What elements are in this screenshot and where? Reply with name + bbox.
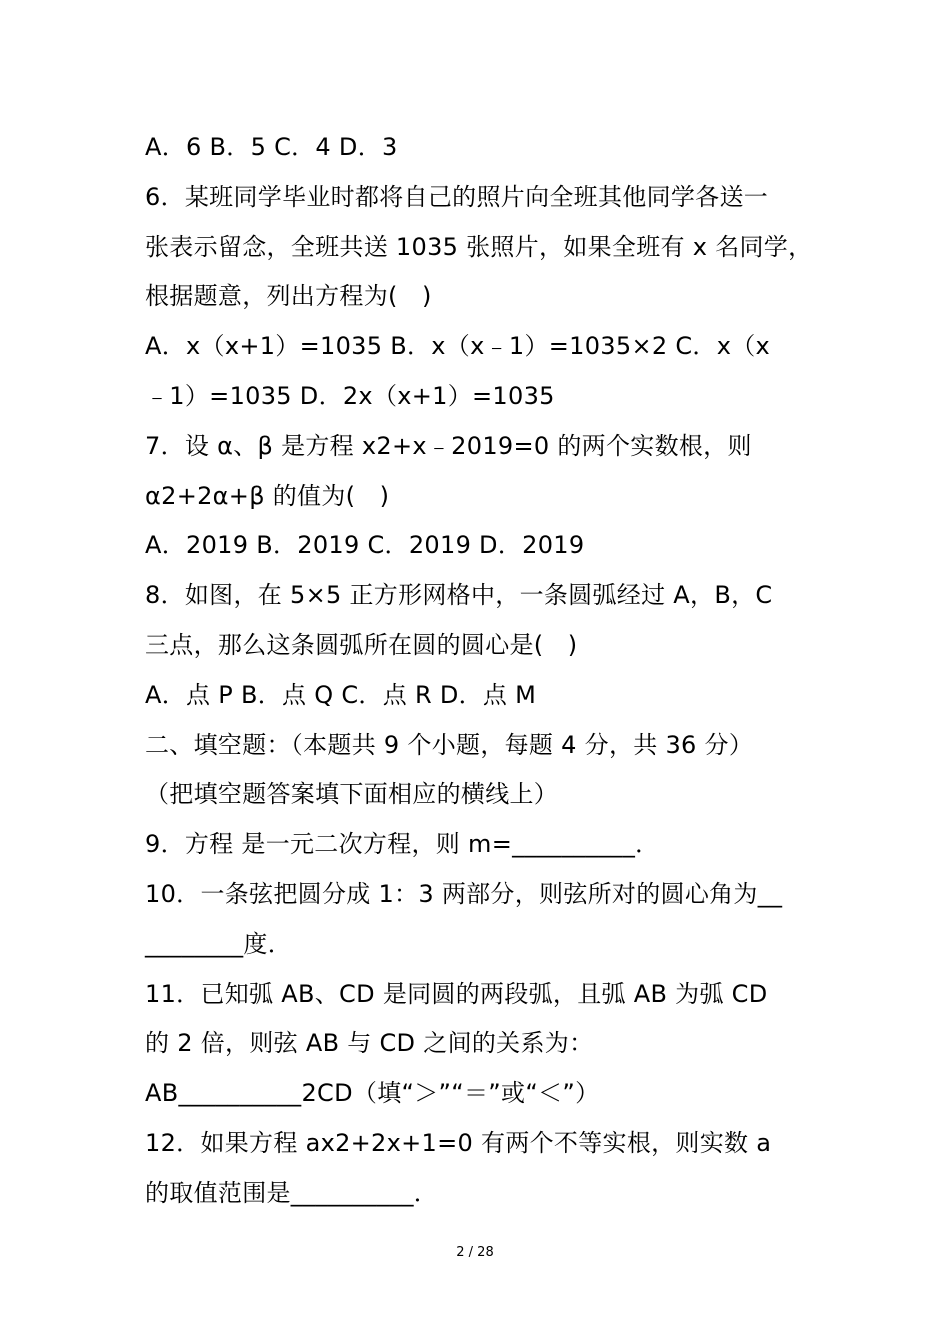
page-content [145,123,845,1219]
question-11-line-3: AB__________2CD（填“＞”“＝”或“＜”） [145,1079,600,1108]
question-6-line-2: 张表示留念，全班共送 1035 张照片，如果全班有 x 名同学， [145,232,813,261]
answer-options-q8: A．点 P B．点 Q C．点 R D．点 M [145,680,537,709]
question-8-line-1: 8．如图，在 5×5 正方形网格中，一条圆弧经过 A，B，C [145,581,773,610]
question-10-line-2: ________度． [145,929,292,958]
section-instruction: （把填空题答案填下面相应的横线上） [145,780,559,809]
question-11-line-1: 11．已知弧 AB、CD 是同圆的两段弧，且弧 AB 为弧 CD [145,979,768,1008]
question-8-line-2: 三点，那么这条圆弧所在圆的圆心是( ) [145,630,578,659]
question-6-line-3: 根据题意，列出方程为( ) [145,282,432,311]
question-12-line-1: 12．如果方程 ax2+2x+1=0 有两个不等实根，则实数 a [145,1128,772,1157]
section-heading-fill-in: 二、填空题：（本题共 9 个小题，每题 4 分，共 36 分） [145,730,754,759]
question-10-line-1: 10．一条弦把圆分成 1：3 两部分，则弦所对的圆心角为__ [145,879,783,908]
question-11-line-2: 的 2 倍，则弦 AB 与 CD 之间的关系为： [145,1029,594,1058]
question-9: 9．方程 是一元二次方程，则 m=__________． [145,830,660,859]
question-12-line-2: 的取值范围是__________． [145,1178,439,1207]
answer-options-q6-line-2: ﹣1）=1035 D．2x（x+1）=1035 [145,381,555,410]
question-6-line-1: 6．某班同学毕业时都将自己的照片向全班其他同学各送一 [145,182,769,211]
answer-options-q6-line-1: A．x（x+1）=1035 B．x（x﹣1）=1035×2 C．x（x [145,332,771,361]
question-7-line-2: α2+2α+β 的值为( ) [145,481,390,510]
question-7-line-1: 7．设 α、β 是方程 x2+x﹣2019=0 的两个实数根，则 [145,431,752,460]
answer-options-q7: A．2019 B．2019 C．2019 D．2019 [145,531,585,560]
answer-options-q5: A．6 B．5 C．4 D．3 [145,133,398,161]
page-number: 2 / 28 [456,1245,494,1260]
